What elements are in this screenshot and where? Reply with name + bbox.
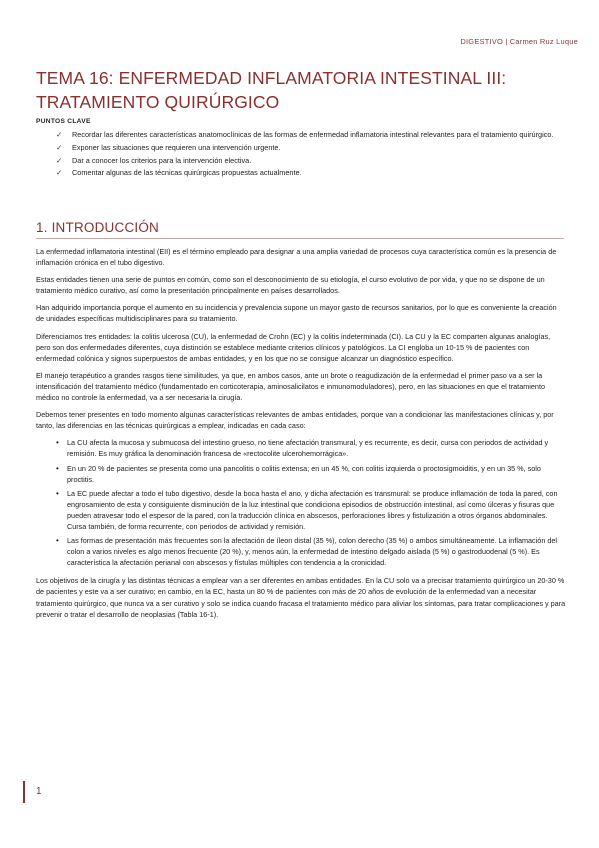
bullet-item (56, 535, 566, 568)
bullet-dot-icon: • (56, 536, 59, 546)
bullet-dot-icon: • (56, 438, 59, 448)
check-icon: ✓ (56, 130, 63, 139)
bullet-text: Las formas de presentación más frecuentes son la afectación de íleon distal (35 %), colon derecho (35 %) o ambos simultáneamente. La inflamación del colon a varios niveles es algo menos frecuente (20 %), y, menos aún, la enfermedad de intestino delgado aislada (5 %) o gastroduodenal (5 %). Es característica la afectación perianal con abscesos y fístulas múltiples con tendencia a la cronicidad. (67, 536, 558, 568)
bullet-text: En un 20 % de pacientes se presenta como una pancolitis o colitis extensa; en un 45 %, con colitis izquierda o proctosigmoiditis, y en un 35 %, solo proctitis. (67, 463, 541, 484)
check-icon: ✓ (56, 168, 63, 178)
paragraph: Estas entidades tienen una serie de puntos en común, como son el desconocimiento de su etiología, el curso evolutivo de por vida, y que no se dispone de un tratamiento médico curativo, así como la presentación principalmente en países desarrollados. (36, 275, 545, 296)
title-line-1: TEMA 16: ENFERMEDAD INFLAMATORIA INTESTINAL III: (36, 68, 507, 88)
title-line-2: TRATAMIENTO QUIRÚRGICO (36, 92, 280, 112)
section-body (36, 246, 566, 626)
bullet-list (36, 437, 566, 568)
paragraph: Diferenciamos tres entidades: la colitis ulcerosa (CU), la enfermedad de Crohn (EC) y la colitis indeterminada (CI). La CU y la EC comparten algunas analogías, pero son dos enfermedades diferentes, cuya distinción se establece mediante criterios clínicos y patológicos. La CI engloba un 10-15 % de pacientes con enfermedad colónica y signos superpuestos de ambas entidades, y en los que no se consigue alcanzar un diagnóstico específico. (36, 331, 551, 363)
section-heading: 1. INTRODUCCIÓN (36, 220, 160, 235)
key-point-item (56, 168, 576, 179)
key-point-text: Exponer las situaciones que requieren una intervención urgente. (72, 142, 281, 152)
paragraph: Han adquirido importancia porque el aumento en su incidencia y prevalencia supone un mayor gasto de recursos sanitarios, por lo que es conveniente la creación de unidades específicas multidisciplinares para su tratamiento. (36, 303, 557, 324)
key-points-label: PUNTOS CLAVE (36, 118, 91, 125)
paragraph: El manejo terapéutico a grandes rasgos tiene similitudes, ya que, en ambos casos, ante un brote o reagudización de la enfermedad el primer paso va a ser la intensificación del tratamiento médico (fundamentado en corticoterapia, aminosalicilatos e inmunomoduladores), pero, en las situaciones en que el tratamiento médico no controle la enfermedad, va a ser necesaria la cirugía. (36, 370, 545, 403)
bullet-item (56, 437, 566, 459)
paragraph: Los objetivos de la cirugía y las distintas técnicas a emplear van a ser diferentes en ambas entidades. En la CU solo va a precisar tratamiento quirúrgico un 20-30 % de pacientes y este va a ser curativo; en cambio, en la EC, hasta un 80 % de pacientes con más de 20 años de evolución de la enfermedad van a necesitar tratamiento quirúrgico, que nunca va a ser curativo y solo se indica cuando fracasa el tratamiento médico para aliviar los síntomas, para tratar complicaciones y para prevenir o tratar el desarrollo de neoplasias (Tabla 16-1). (36, 576, 566, 619)
footer-accent-bar (23, 781, 25, 803)
section-divider (36, 238, 564, 239)
bullet-dot-icon: • (56, 463, 59, 473)
running-head: DIGESTIVO | Carmen Ruz Luque (460, 37, 578, 46)
key-point-text: Recordar las diferentes características anatomoclínicas de las formas de enfermedad inflamatoria intestinal relevantes para el tratamiento quirúrgico. (72, 130, 554, 139)
key-point-item (56, 156, 576, 167)
bullet-dot-icon: • (56, 488, 59, 498)
bullet-text: La CU afecta la mucosa y submucosa del intestino grueso, no tiene afectación transmural, y es recurrente, es decir, cursa con periodos de actividad y remisión. Es muy gráfica la denominación francesa de «rectocolite ulcerohemorrágica». (67, 438, 549, 459)
bullet-item (56, 488, 566, 532)
key-point-text: Comentar algunas de las técnicas quirúrgicas propuestas actualmente. (72, 168, 302, 178)
key-points-list (56, 130, 576, 181)
page-number: 1 (36, 786, 42, 797)
bullet-item (56, 463, 566, 485)
bullet-text: La EC puede afectar a todo el tubo digestivo, desde la boca hasta el ano, y dicha afectación es transmural: se produce inflamación de toda la pared, con engrosamiento de esta y consiguiente disminución de la luz intestinal que condiciona episodios de obstrucción intestinal, así como úlceras y fisuras que pueden atravesar todo el espesor de la pared, con la traducción clínica en abscesos, perforaciones libres y fistulización a otros órganos abdominales. Cursa también, de forma recurrente, con periodos de actividad y remisión. (67, 488, 558, 531)
paragraph: La enfermedad inflamatoria intestinal (EII) es el término empleado para designar a una amplia variedad de procesos cuya característica común es la presencia de inflamación crónica en el tubo digestivo. (36, 247, 557, 268)
page-title (36, 66, 566, 114)
key-point-item (56, 143, 576, 154)
check-icon: ✓ (56, 142, 63, 152)
check-icon: ✓ (56, 155, 63, 165)
key-point-text: Dar a conocer los criterios para la intervención electiva. (72, 155, 252, 165)
key-point-item (56, 130, 576, 141)
paragraph: Debemos tener presentes en todo momento algunas características relevantes de ambas entidades, porque van a condicionar las manifestaciones clínicas y, por tanto, las diferencias en las técnicas quirúrgicas a emplear, indicadas en cada caso: (36, 410, 554, 431)
